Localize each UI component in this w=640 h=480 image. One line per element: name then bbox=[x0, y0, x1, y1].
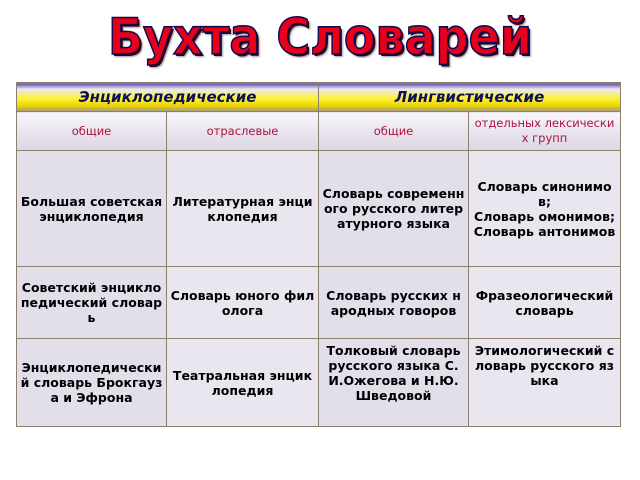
header-encyclopedic: Энциклопедические bbox=[17, 83, 319, 112]
subheader-general-linguistic: общие bbox=[319, 112, 469, 151]
table-cell: Литературная энциклопедия bbox=[167, 151, 319, 267]
cell-line: Словарь антонимов bbox=[473, 223, 616, 239]
table-cell: Толковый словарь русского языка С.И.Ожегова и Н.Ю.Шведовой bbox=[319, 339, 469, 427]
table-cell: Советский энциклопедический словарь bbox=[17, 267, 167, 339]
header-row-groups bbox=[17, 83, 621, 112]
table-cell: Театральная энциклопедия bbox=[167, 339, 319, 427]
table-cell-lexical-groups bbox=[469, 151, 621, 267]
header-row-subgroups bbox=[17, 112, 621, 151]
page-title: Бухта Словарей bbox=[107, 8, 533, 66]
cell-line: Словарь омонимов; bbox=[474, 208, 615, 224]
subheader-general-encyclopedic: общие bbox=[17, 112, 167, 151]
table-row bbox=[17, 267, 621, 339]
table-cell: Словарь современного русского литературного языка bbox=[319, 151, 469, 267]
table-row bbox=[17, 151, 621, 267]
cell-line: Словарь синонимов; bbox=[477, 178, 612, 209]
subheader-branch: отраслевые bbox=[167, 112, 319, 151]
dictionary-table bbox=[16, 82, 621, 427]
table-row bbox=[17, 339, 621, 427]
table-cell: Словарь русских народных говоров bbox=[319, 267, 469, 339]
table-cell: Большая советская энциклопедия bbox=[17, 151, 167, 267]
subheader-lexical-groups: отдельных лексических групп bbox=[469, 112, 621, 151]
table-cell: Энциклопедический словарь Брокгауза и Эфрона bbox=[17, 339, 167, 427]
table-cell: Словарь юного филолога bbox=[167, 267, 319, 339]
header-linguistic: Лингвистические bbox=[319, 83, 621, 112]
table-cell: Фразеологический словарь bbox=[469, 267, 621, 339]
table-cell: Этимологический словарь русского языка bbox=[469, 339, 621, 427]
